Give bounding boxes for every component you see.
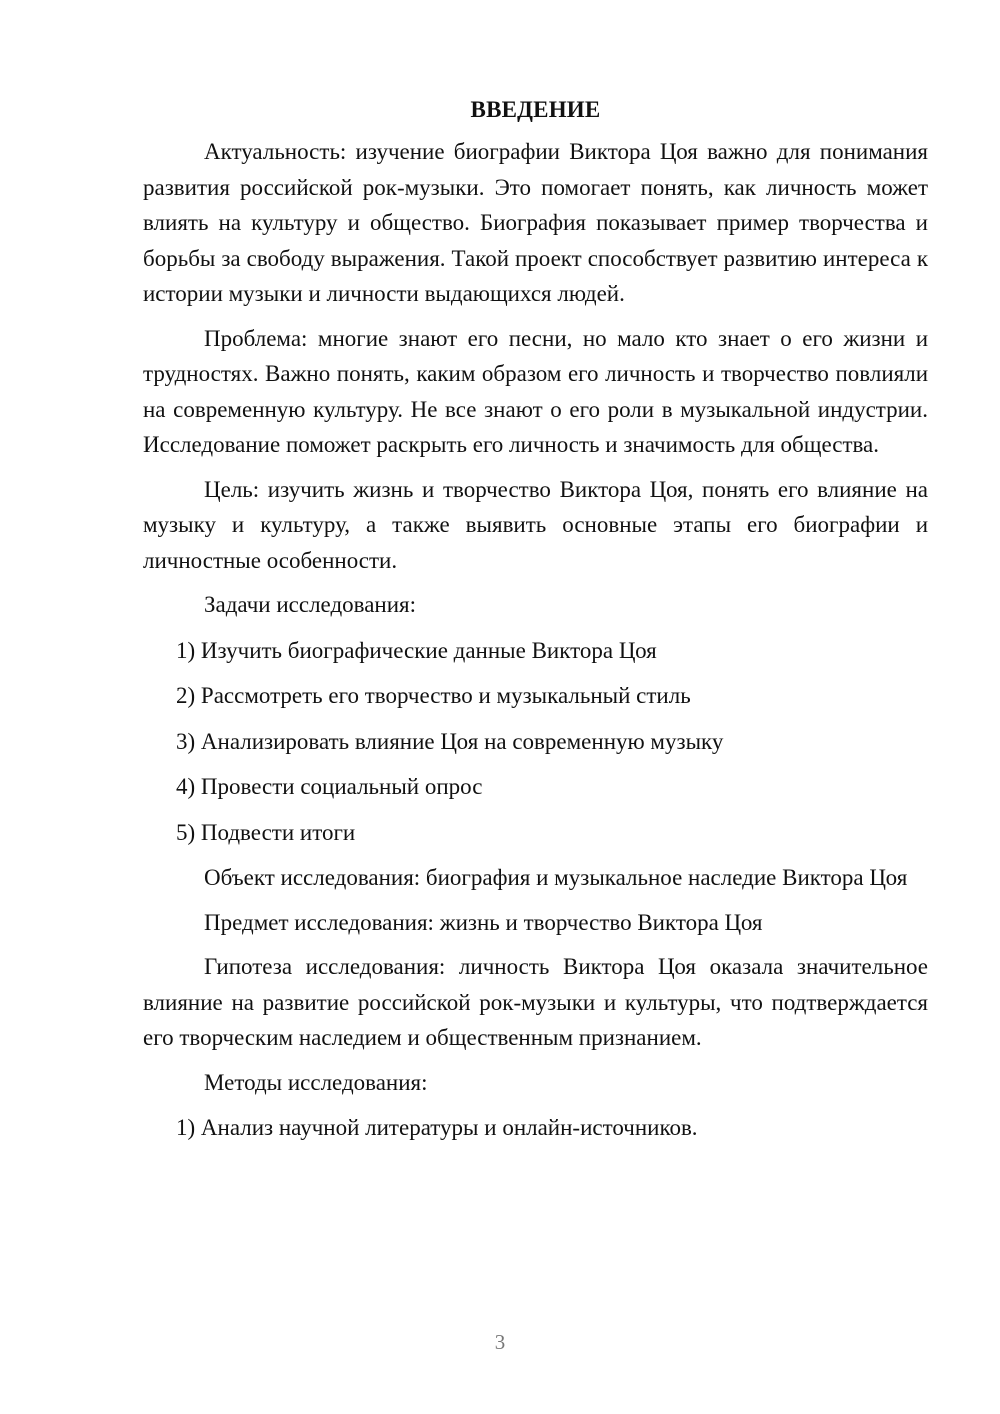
page-number: 3 — [494, 1330, 506, 1354]
methods-list — [143, 1110, 928, 1146]
task-item: 3) Анализировать влияние Цоя на современную музыку — [176, 728, 724, 754]
subject-paragraph: Предмет исследования: жизнь и творчество Виктора Цоя — [204, 909, 763, 935]
problem-paragraph: Проблема: многие знают его песни, но мало кто знает о его жизни и трудностях. Важно понять, каким образом его личность и творчество повлияли на современную культуру. Не все знают о его роли в музыкальной индустрии. Исследование поможет раскрыть его личность и значимость для общества. — [143, 325, 928, 457]
tasks-list — [143, 633, 928, 851]
task-item: 2) Рассмотреть его творчество и музыкальный стиль — [176, 683, 691, 708]
methods-heading: Методы исследования: — [204, 1069, 428, 1095]
section-title: ВВЕДЕНИЕ — [470, 97, 601, 122]
relevance-paragraph: Актуальность: изучение биографии Виктора Цоя важно для понимания развития российской рок-музыки. Это помогает понять, как личность может влиять на культуру и общество. Биография показывает пример творчества и борьбы за свободу выражения. Такой проект способствует развитию интереса к истории музыки и личности выдающихся людей. — [143, 139, 928, 306]
task-item: 1) Изучить биографические данные Виктора Цоя — [176, 637, 657, 663]
object-paragraph: Объект исследования: биография и музыкальное наследие Виктора Цоя — [204, 865, 908, 890]
task-item: 5) Подвести итоги — [176, 819, 356, 845]
method-item: 1) Анализ научной литературы и онлайн-источников. — [176, 1115, 698, 1140]
document-page — [143, 92, 928, 1156]
task-item: 4) Провести социальный опрос — [176, 774, 483, 799]
goal-paragraph: Цель: изучить жизнь и творчество Виктора Цоя, понять его влияние на музыку и культуру, а также выявить основные этапы его биографии и личностные особенности. — [143, 476, 928, 573]
tasks-heading: Задачи исследования: — [204, 592, 417, 617]
hypothesis-paragraph: Гипотеза исследования: личность Виктора Цоя оказала значительное влияние на развитие российской рок-музыки и культуры, что подтверждается его творческим наследием и общественным признанием. — [143, 954, 928, 1050]
